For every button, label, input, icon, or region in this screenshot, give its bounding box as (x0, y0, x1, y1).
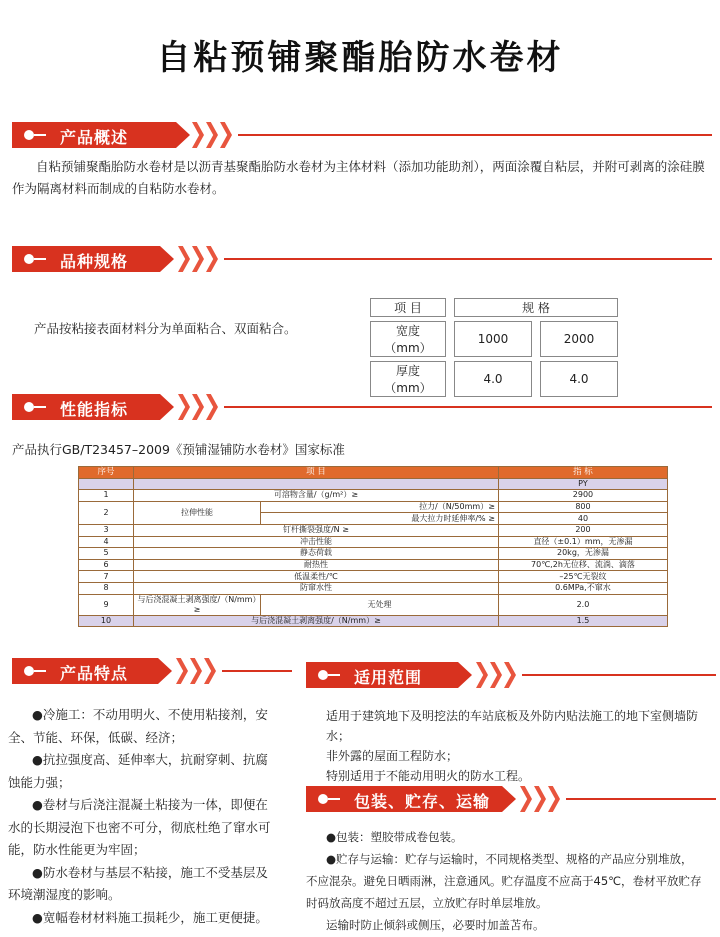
table-cell: 4.0 (454, 361, 532, 397)
standard-text: 产品执行GB/T23457–2009《预铺湿铺防水卷材》国家标准 (12, 442, 345, 457)
list-item: 蚀能力强； (8, 774, 71, 790)
section-title: 品种规格 (60, 252, 129, 271)
chevron-right-icon (206, 394, 218, 420)
table-cell: 宽度（mm） (370, 321, 446, 357)
table-cell: 0.6MPa,不窜水 (498, 582, 667, 594)
list-item: 非外露的屋面工程防水； (326, 749, 459, 763)
chevron-right-icon (204, 658, 216, 684)
list-item: ●包装：塑胶带成卷包装。 (326, 830, 463, 844)
packaging-list (306, 826, 718, 936)
table-cell: 直径（±0.1）mm，无渗漏 (498, 536, 667, 548)
list-item: ●卷材与后浇注混凝土粘接为一体，即便在 (32, 797, 268, 812)
scope-list (326, 706, 716, 786)
list-item: 全、节能、环保，低碳、经济； (8, 729, 184, 745)
table-cell: 最大拉力时延伸率/% ≥ (261, 513, 499, 525)
table-cell: 静态荷载 (134, 548, 499, 560)
chevron-right-icon (190, 658, 202, 684)
bullet-icon (24, 130, 34, 140)
table-row (79, 490, 668, 502)
table-cell: 无处理 (261, 594, 499, 615)
section-header-specs (12, 246, 712, 272)
table-header-row (79, 467, 668, 479)
table-row (79, 559, 668, 571)
chevron-right-icon (206, 122, 218, 148)
chevron-right-icon (476, 662, 488, 688)
table-cell: 8 (79, 582, 134, 594)
chevron-right-icon (192, 246, 204, 272)
bullet-icon (24, 666, 34, 676)
table-cell: 2900 (498, 490, 667, 502)
table-cell: 1.5 (498, 615, 667, 627)
table-cell: 200 (498, 524, 667, 536)
table-row (79, 536, 668, 548)
table-row (370, 298, 618, 317)
spec-table (362, 294, 626, 401)
table-cell: 40 (498, 513, 667, 525)
list-item: 不应混杂。避免日晒雨淋，注意通风。贮存温度不应高于45℃，卷材平放贮存 (306, 874, 702, 888)
bullet-icon (318, 670, 328, 680)
list-item: 环境潮湿度的影响。 (8, 887, 121, 902)
table-cell: 9 (79, 594, 134, 615)
table-cell: 2.0 (498, 594, 667, 615)
overview-text: 自粘预铺聚酯胎防水卷材是以沥青基聚酯胎防水卷材为主体材料（添加功能助剂），两面涂覆自粘层，并附可剥离的涂硅膜作为隔离材料而制成的自粘防水卷材。 (12, 159, 705, 196)
divider (522, 674, 716, 676)
divider (222, 670, 292, 672)
table-cell: 与后浇混凝土剥离强度/（N/mm）≥ (134, 615, 499, 627)
table-cell: 800 (498, 501, 667, 513)
table-header-cell: PY (498, 478, 667, 490)
chevron-right-icon (176, 658, 188, 684)
chevron-right-icon (192, 122, 204, 148)
table-header-cell: 指 标 (498, 467, 667, 479)
list-item: 适用于建筑地下及明挖法的车站底板及外防内贴法施工的地下室侧墙防水； (326, 709, 699, 743)
table-cell: 拉力/（N/50mm）≥ (261, 501, 499, 513)
bullet-icon (24, 254, 34, 264)
table-cell: 冲击性能 (134, 536, 499, 548)
chevron-right-icon (520, 786, 532, 812)
table-cell: 低温柔性/℃ (134, 571, 499, 583)
section-title: 适用范围 (354, 668, 423, 687)
section-header-performance (12, 394, 712, 420)
chevron-right-icon (548, 786, 560, 812)
table-row (370, 321, 618, 357)
list-item: 能，防水性能更为牢固； (8, 842, 146, 857)
list-item: 特别适用于不能动用明火的防水工程。 (326, 769, 531, 783)
table-header-cell: 序号 (79, 467, 134, 479)
table-cell: 厚度（mm） (370, 361, 446, 397)
table-cell: 与后浇混凝土剥离强度/（N/mm）≥ (134, 594, 261, 615)
table-cell: 10 (79, 615, 134, 627)
chevron-right-icon (192, 394, 204, 420)
section-title: 包装、贮存、运输 (354, 792, 491, 811)
section-title: 产品特点 (60, 664, 129, 683)
table-cell: 6 (79, 559, 134, 571)
table-row (79, 501, 668, 513)
table-cell: 4 (79, 536, 134, 548)
section-title: 性能指标 (60, 400, 129, 419)
list-item: ●贮存与运输：贮存与运输时，不同规格类型、规格的产品应分别堆放， (326, 852, 693, 866)
table-row (79, 571, 668, 583)
table-header-cell: 项 目 (370, 298, 446, 317)
table-row (79, 524, 668, 536)
table-cell: –25℃无裂纹 (498, 571, 667, 583)
table-row (370, 361, 618, 397)
chevron-right-icon (178, 246, 190, 272)
table-header-row (79, 478, 668, 490)
table-row (79, 615, 668, 627)
table-row (79, 594, 668, 615)
table-cell: 5 (79, 548, 134, 560)
table-cell: 防窜水性 (134, 582, 499, 594)
table-header-cell: 项 目 (134, 467, 499, 479)
table-cell: 1000 (454, 321, 532, 357)
page-title: 自粘预铺聚酯胎防水卷材 (156, 38, 564, 78)
divider (566, 798, 716, 800)
table-cell: 20kg，无渗漏 (498, 548, 667, 560)
divider (238, 134, 712, 136)
specs-text: 产品按粘接表面材料分为单面粘合、双面粘合。 (34, 321, 297, 336)
table-cell: 钉杆撕裂强度/N ≥ (134, 524, 499, 536)
table-cell: 7 (79, 571, 134, 583)
list-item: ●宽幅卷材材料施工损耗少，施工更便捷。 (32, 909, 268, 925)
divider (224, 406, 712, 408)
list-item: ●防水卷材与基层不粘接，施工不受基层及 (32, 864, 268, 880)
list-item: 运输时防止倾斜或侧压，必要时加盖苫布。 (326, 918, 545, 932)
table-cell: 拉伸性能 (134, 501, 261, 524)
chevron-right-icon (534, 786, 546, 812)
table-cell: 1 (79, 490, 134, 502)
chevron-right-icon (178, 394, 190, 420)
section-header-features (12, 658, 292, 684)
list-item: ●抗拉强度高、延伸率大，抗耐穿刺、抗腐 (32, 752, 268, 767)
table-cell: 4.0 (540, 361, 618, 397)
list-item: ●冷施工：不动用明火、不使用粘接剂，安 (32, 707, 268, 722)
list-item: 水的长期浸泡下也密不可分，彻底杜绝了窜水可 (8, 819, 271, 835)
chevron-right-icon (220, 122, 232, 148)
divider (224, 258, 712, 260)
table-cell: 2 (79, 501, 134, 524)
table-header-cell: 规 格 (454, 298, 618, 317)
bullet-icon (318, 794, 328, 804)
table-cell: 可溶物含量/（g/m²）≥ (134, 490, 499, 502)
table-cell: 3 (79, 524, 134, 536)
table-cell: 耐热性 (134, 559, 499, 571)
chevron-right-icon (490, 662, 502, 688)
section-header-overview (12, 122, 712, 148)
chevron-right-icon (206, 246, 218, 272)
table-cell: 70℃,2h无位移、流淌、滴落 (498, 559, 667, 571)
section-title: 产品概述 (60, 128, 129, 147)
section-header-scope (306, 662, 716, 688)
table-row (79, 548, 668, 560)
section-header-packaging (306, 786, 716, 812)
table-cell: 2000 (540, 321, 618, 357)
features-list (8, 704, 298, 929)
performance-table (78, 466, 668, 627)
list-item: 时码放高度不超过五层，立放贮存时单层堆放。 (306, 896, 548, 910)
chevron-right-icon (504, 662, 516, 688)
table-row (79, 582, 668, 594)
bullet-icon (24, 402, 34, 412)
